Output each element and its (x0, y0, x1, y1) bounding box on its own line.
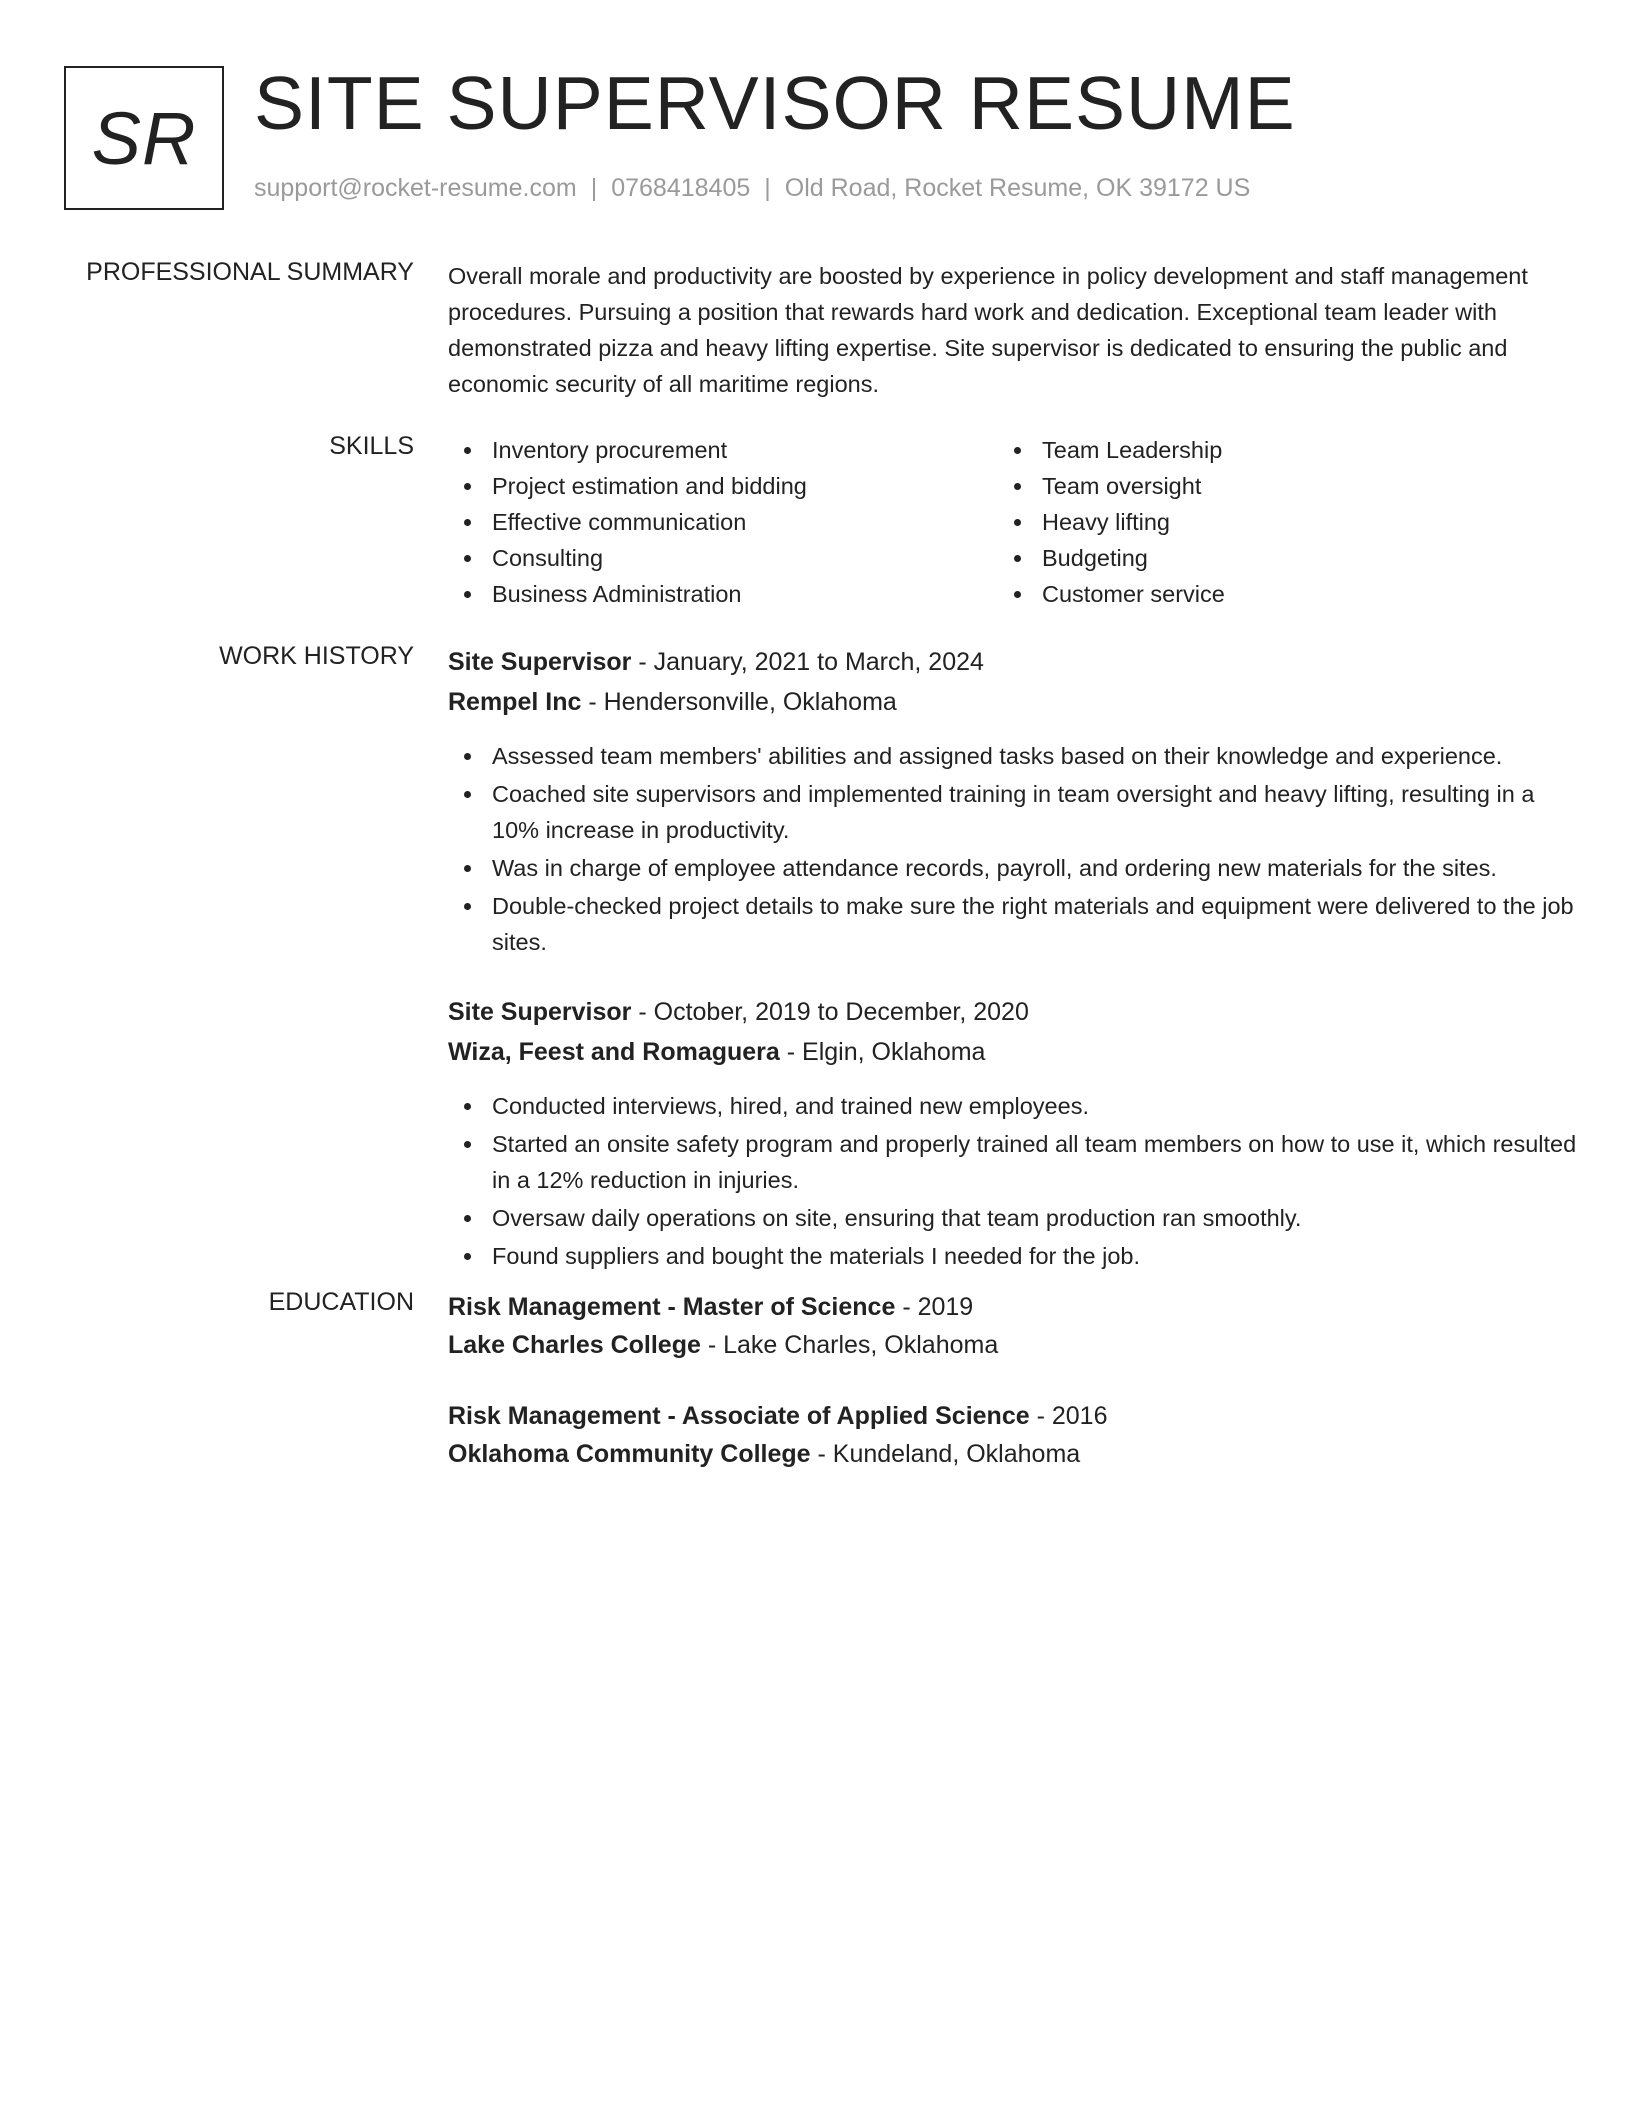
job-bullets (448, 1088, 1578, 1274)
summary-heading: PROFESSIONAL SUMMARY (86, 258, 414, 286)
job-bullet: Coached site supervisors and implemented training in team oversight and heavy lifting, resulting in a 10% increase in productivity. (448, 776, 1578, 848)
skill-item: Team Leadership (998, 432, 1548, 468)
job-title: Site Supervisor (448, 998, 632, 1026)
skill-item: Customer service (998, 576, 1548, 612)
job-company: Wiza, Feest and Romaguera (448, 1038, 780, 1066)
skills-list-left (448, 432, 998, 612)
education-degree: Risk Management - Master of Science (448, 1293, 896, 1321)
job-title-line (448, 642, 1578, 682)
job-entry (448, 992, 1578, 1274)
job-dates: - October, 2019 to December, 2020 (631, 998, 1029, 1026)
education-year: - 2019 (895, 1293, 974, 1321)
education-heading: EDUCATION (268, 1288, 414, 1316)
contact-separator: | (590, 174, 598, 202)
job-bullet: Was in charge of employee attendance records, payroll, and ordering new materials for the sites. (448, 850, 1578, 886)
job-bullet: Found suppliers and bought the materials I needed for the job. (448, 1238, 1578, 1274)
skill-item: Project estimation and bidding (448, 468, 998, 504)
education-location: - Lake Charles, Oklahoma (700, 1331, 999, 1359)
contact-address: Old Road, Rocket Resume, OK 39172 US (784, 174, 1251, 202)
contact-email: support@rocket-resume.com (254, 174, 577, 202)
page-title: SITE SUPERVISOR RESUME (254, 61, 1296, 145)
job-bullet: Double-checked project details to make sure the right materials and equipment were delivered to the job sites. (448, 888, 1578, 960)
education-school: Lake Charles College (448, 1331, 701, 1359)
job-bullets (448, 738, 1578, 960)
education-school-line (448, 1326, 1578, 1364)
education-degree: Risk Management - Associate of Applied Science (448, 1402, 1030, 1430)
education-degree-line (448, 1288, 1578, 1326)
job-company: Rempel Inc (448, 688, 582, 716)
job-bullet: Conducted interviews, hired, and trained new employees. (448, 1088, 1578, 1124)
contact-separator: | (764, 174, 771, 202)
skill-item: Heavy lifting (998, 504, 1548, 540)
resume-header (64, 61, 1564, 210)
education-degree-line (448, 1397, 1578, 1435)
job-title-line (448, 992, 1578, 1032)
job-dates: - January, 2021 to March, 2024 (631, 648, 984, 676)
initials-monogram: SR (64, 66, 224, 210)
job-bullet: Oversaw daily operations on site, ensuring that team production ran smoothly. (448, 1200, 1578, 1236)
job-bullet: Started an onsite safety program and properly trained all team members on how to use it, which resulted in a 12% reduction in injuries. (448, 1126, 1578, 1198)
job-company-line (448, 682, 1578, 722)
contact-line (254, 174, 1250, 203)
job-location: - Hendersonville, Oklahoma (581, 688, 897, 716)
education-entry (448, 1288, 1578, 1364)
education-year: - 2016 (1029, 1402, 1108, 1430)
skill-item: Team oversight (998, 468, 1548, 504)
job-title: Site Supervisor (448, 648, 632, 676)
skill-item: Consulting (448, 540, 998, 576)
skill-item: Business Administration (448, 576, 998, 612)
skills-heading: SKILLS (329, 432, 414, 460)
education-location: - Kundeland, Oklahoma (810, 1440, 1081, 1468)
skill-item: Inventory procurement (448, 432, 998, 468)
job-location: - Elgin, Oklahoma (779, 1038, 986, 1066)
summary-text: Overall morale and productivity are boosted by experience in policy development and staff management procedures. Pursuing a position that rewards hard work and dedication. Exceptional team leader with demonstrated pizza and heavy lifting expertise. Site supervisor is dedicated to ensuring the public and economic security of all maritime regions. (448, 263, 1528, 397)
job-company-line (448, 1032, 1578, 1072)
education-entry (448, 1397, 1578, 1473)
skill-item: Effective communication (448, 504, 998, 540)
work-history-heading: WORK HISTORY (219, 642, 414, 670)
job-bullet: Assessed team members' abilities and assigned tasks based on their knowledge and experience. (448, 738, 1578, 774)
job-entry (448, 642, 1578, 960)
skills-list-right (998, 432, 1548, 612)
education-school-line (448, 1435, 1578, 1473)
education-school: Oklahoma Community College (448, 1440, 811, 1468)
contact-phone: 0768418405 (611, 174, 751, 202)
skill-item: Budgeting (998, 540, 1548, 576)
